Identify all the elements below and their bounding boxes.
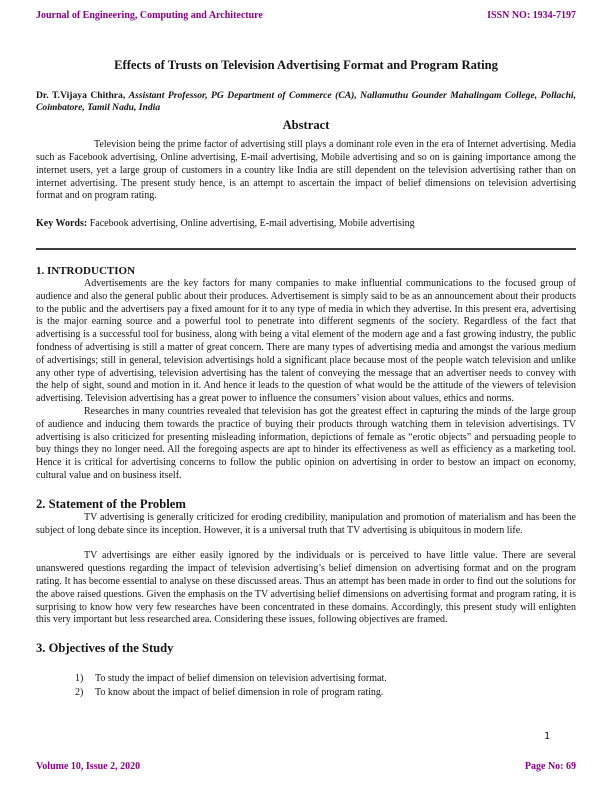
objectives-list	[36, 672, 576, 699]
objective-item-2	[36, 686, 576, 700]
author-affiliation: Assistant Professor, PG Department of Commerce (CA), Nallamuthu Gounder Mahalingam College, Pollachi, Coimbatore, Tamil Nadu, India	[36, 90, 576, 113]
divider-rule	[36, 248, 576, 250]
running-header	[36, 10, 576, 21]
author-line	[36, 90, 576, 113]
section-heading-problem-statement: 2. Statement of the Problem	[36, 496, 186, 511]
objective-text-2: To know about the impact of belief dimension in role of program rating.	[95, 686, 384, 698]
issn-number: ISSN NO: 1934-7197	[487, 10, 576, 21]
abstract-heading: Abstract	[282, 118, 330, 133]
section-heading-objectives: 3. Objectives of the Study	[36, 641, 174, 656]
objective-number-1: 1)	[75, 673, 84, 685]
keywords-line	[36, 218, 576, 231]
journal-name: Journal of Engineering, Computing and Architecture	[36, 10, 263, 21]
keywords-text: Facebook advertising, Online advertising, E-mail advertising, Mobile advertising	[89, 218, 415, 230]
objective-number-2: 2)	[75, 686, 84, 698]
problem-paragraph-2: TV advertisings are either easily ignored by the individuals or is perceived to have little value. There are several unanswered questions regarding the impact of television advertising’s belief dimension on advertising format and on the program rating. It has become essential to analyse on these discussed areas. Thus an attempt has been made in order to find out the solutions for the above raised questions. Given the emphasis on the TV advertising belief dimensions on advertising format and program rating, it is surprising to know how very few researches have been concentrated in these domains. Accordingly, this present study will enlighten this very important but less researched area. Considering these issues, following objectives are framed.	[36, 550, 576, 626]
objective-text-1: To study the impact of belief dimension on television advertising format.	[95, 673, 387, 685]
abstract-text: Television being the prime factor of advertising still plays a dominant role even in the era of Internet advertising. Media such as Facebook advertising, Online advertising, E-mail advertising, Mobile advertising and so on is gaining importance among the internet users, yet a large group of customers in a country like India are still dependent on the television advertising rather than on internet advertising. The present study hence, is an attempt to ascertain the impact of belief dimensions on television advertising format and on program rating.	[36, 139, 576, 202]
author-name: Dr. T.Vijaya Chithra,	[36, 90, 129, 101]
page-number: 1	[543, 731, 550, 742]
objective-item-1	[36, 672, 576, 686]
problem-paragraph-1: TV advertising is generally criticized for eroding credibility, manipulation and promotion of materialism and has been the subject of long debate since its inception. However, it is a universal truth that TV advertising is ubiquitous in modern life.	[36, 511, 576, 536]
introduction-paragraph-1: Advertisements are the key factors for many companies to make influential communications to the focused group of audience and also the general public about their produces. Advertisement is simply said to be as an announcement about their products to the public and the advertisers pay a fixed amount for it to any type of media in which they advertise. In this present era, advertising is the major earning source and a powerful tool to penetrate into different segments of the society. Regardless of the fact that advertising is a successful tool for business, along with being a vital element of the modern age and a fast growing industry, the public fondness of advertising is still a matter of great concern. There are many types of advertising media and amongst the various medium of advertisings; still in general, television advertisings hold a significant place because most of the people watch television and unlike any other type of advertising, television advertising has the talent of conveying the message that an advertiser needs to convey with the help of sight, sound and motion in it. And hence it leads to the question of what would be the attitude of the viewers of television advertising. Television advertising has a great power to influence the consumers’ vision about values, ethics and norms.	[36, 277, 576, 405]
running-footer	[36, 761, 576, 772]
paper-title: Effects of Trusts on Television Advertising Format and Program Rating	[114, 58, 498, 72]
introduction-paragraph-2: Researches in many countries revealed that television has got the greatest effect in capturing the minds of the large group of audience and inducing them towards the practice of buying their products through watching them in television advertisings. TV advertising is also criticized for presenting misleading information, depictions of female as “erotic objects” and persuading people to buy things they no longer need. All the foregoing aspects are apt to hinder its effectiveness as well as efficiency as a marketing tool. Hence it is critical for advertising concerns to follow the public opinion on advertising in order to bestow an impact on economy, cultural value and on business itself.	[36, 405, 576, 481]
footer-page-no: Page No: 69	[524, 761, 576, 772]
section-heading-introduction: 1. INTRODUCTION	[36, 264, 136, 277]
keywords-label: Key Words:	[36, 218, 90, 230]
footer-volume: Volume 10, Issue 2, 2020	[36, 761, 141, 772]
